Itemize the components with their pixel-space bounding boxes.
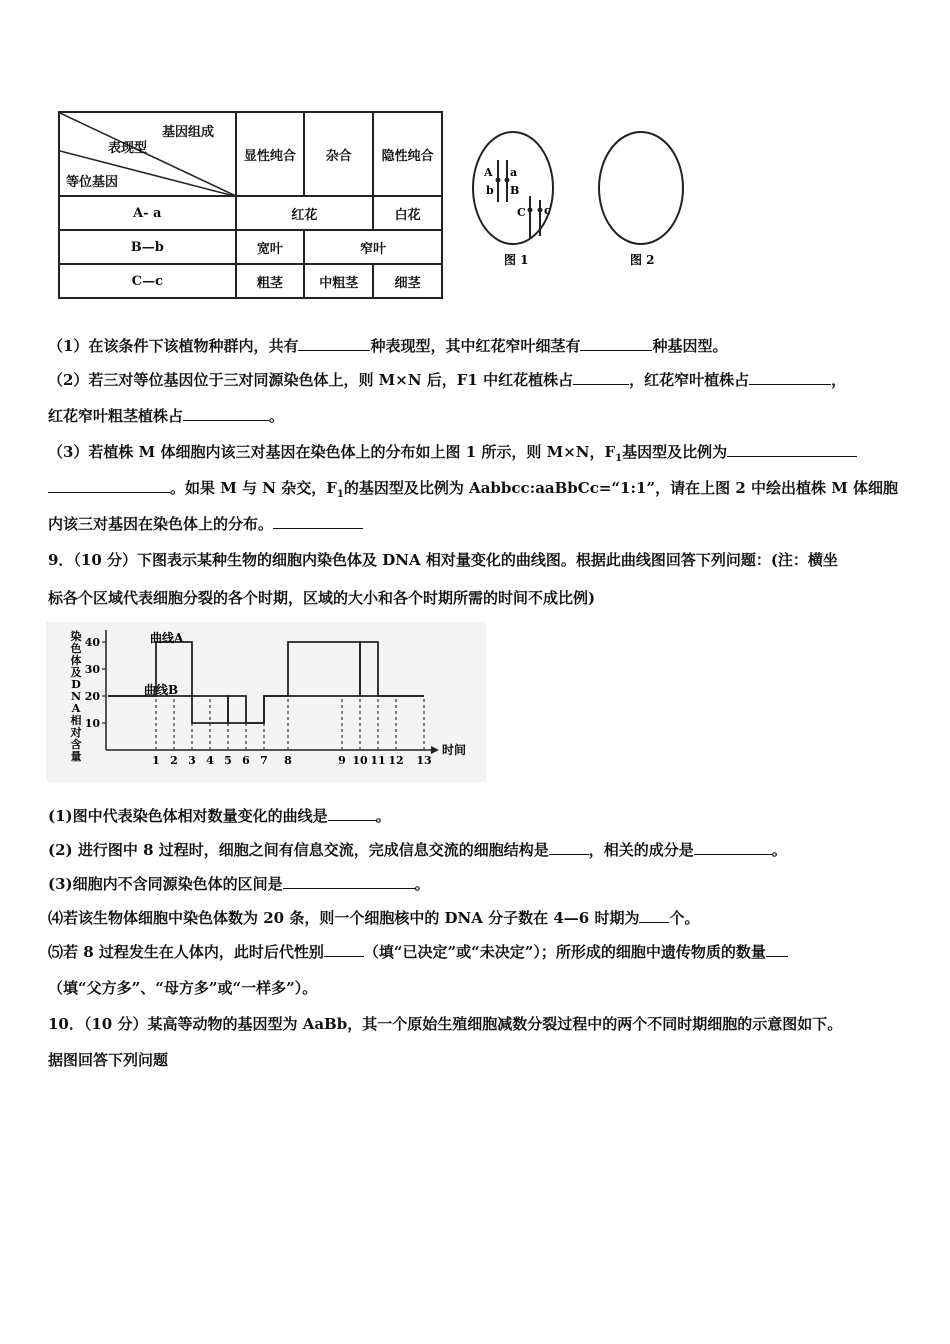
x-tick-label: 12 xyxy=(388,754,404,767)
q9-sub4 xyxy=(48,908,908,928)
text: (2) 进行图中 8 过程时，细胞之间有信息交流，完成信息交流的细胞结构是 xyxy=(48,841,549,859)
table-cell: 白花 xyxy=(373,196,442,230)
q10-line2: 据图回答下列问题 xyxy=(48,1051,169,1069)
y-axis-label xyxy=(70,629,82,763)
series-label-b: 曲线B xyxy=(144,683,179,697)
text: 个。 xyxy=(669,909,700,927)
q8-part2 xyxy=(48,370,908,390)
figure1-caption: 图 1 xyxy=(504,253,529,267)
y-label-char: N xyxy=(70,690,82,703)
table-cell: 粗茎 xyxy=(236,264,305,298)
text: 。 xyxy=(414,875,430,893)
table-row xyxy=(59,230,442,264)
figure2-caption: 图 2 xyxy=(630,253,655,267)
answer-blank[interactable] xyxy=(639,908,669,923)
table-cell: 中粗茎 xyxy=(304,264,373,298)
y-label-char: 相 xyxy=(70,714,82,727)
y-label-char: 含 xyxy=(70,738,82,751)
y-label-char: 色 xyxy=(70,642,82,655)
x-tick-label: 6 xyxy=(242,754,250,767)
answer-blank[interactable] xyxy=(328,806,376,821)
y-label-char: 染 xyxy=(70,630,82,643)
answer-blank[interactable] xyxy=(183,406,269,421)
text: （1）在该条件下该植物种群内，共有 xyxy=(48,337,299,355)
row-allele: B—b xyxy=(59,230,236,264)
genotype-table xyxy=(58,111,443,299)
col-header: 杂合 xyxy=(304,112,373,196)
table-row xyxy=(59,196,442,230)
corner-gene-composition: 基因组成 xyxy=(162,125,215,140)
x-tick-label: 10 xyxy=(352,754,368,767)
answer-blank[interactable] xyxy=(549,840,589,855)
y-label-char: 量 xyxy=(70,750,82,763)
x-tick-label: 4 xyxy=(206,754,214,767)
gene-label: B xyxy=(510,184,520,197)
row-allele: C—c xyxy=(59,264,236,298)
x-tick-label: 5 xyxy=(224,754,232,767)
subscript: 1 xyxy=(336,489,344,500)
col-header: 隐性纯合 xyxy=(373,112,442,196)
y-label-char: 及 xyxy=(70,666,82,679)
text: （2）若三对等位基因位于三对同源染色体上，则 M×N 后，F1 中红花植株占 xyxy=(48,371,574,389)
text: ，红花窄叶植株占 xyxy=(629,371,750,389)
text: 红花窄叶粗茎植株占 xyxy=(48,407,184,425)
text: 种表现型，其中红花窄叶细茎有 xyxy=(370,337,581,355)
text: ⑸若 8 过程发生在人体内，此时后代性别 xyxy=(48,943,324,961)
q8-part3-cont xyxy=(48,478,908,505)
figures-1-2 xyxy=(470,130,700,275)
q8-part1 xyxy=(48,336,908,356)
answer-blank[interactable] xyxy=(694,840,772,855)
text: 。 xyxy=(375,807,391,825)
text: 基因型及比例为 xyxy=(622,443,728,461)
y-tick-label: 40 xyxy=(84,636,100,649)
x-tick-label: 7 xyxy=(260,754,268,767)
x-tick-label: 13 xyxy=(416,754,432,767)
corner-allele: 等位基因 xyxy=(66,175,119,190)
answer-blank[interactable] xyxy=(573,370,629,385)
subscript: 1 xyxy=(615,453,623,464)
q8-part3 xyxy=(48,442,908,469)
y-label-char: 体 xyxy=(70,654,82,667)
q8-part2-cont xyxy=(48,406,908,426)
y-tick-label: 10 xyxy=(84,717,100,730)
x-tick-label: 2 xyxy=(170,754,178,767)
text: ，相关的成分是 xyxy=(588,841,694,859)
gene-label: c xyxy=(544,204,551,217)
q9-intro-line2: 标各个区域代表细胞分裂的各个时期，区域的大小和各个时期所需的时间不成比例) xyxy=(48,589,596,607)
answer-blank[interactable] xyxy=(727,442,857,457)
answer-blank[interactable] xyxy=(580,336,652,351)
text: （3）若植株 M 体细胞内该三对基因在染色体上的分布如上图 1 所示，则 M×N，F xyxy=(48,443,616,461)
q9-intro-line1: 9．（10 分）下图表示某种生物的细胞内染色体及 DNA 相对量变化的曲线图。根据此曲线图回答下列问题：(注：横坐 xyxy=(48,551,838,569)
q8-part3-end xyxy=(48,514,908,534)
table-cell: 宽叶 xyxy=(236,230,305,264)
text: 。 xyxy=(771,841,787,859)
text: 内该三对基因在染色体上的分布。 xyxy=(48,515,274,533)
x-tick-label: 11 xyxy=(370,754,386,767)
x-tick-label: 9 xyxy=(338,754,346,767)
text: ⑷若该生物体细胞中染色体数为 20 条，则一个细胞核中的 DNA 分子数在 4—6 时期为 xyxy=(48,909,640,927)
figure2-cell xyxy=(599,132,683,244)
x-tick-label: 3 xyxy=(188,754,196,767)
table-cell: 窄叶 xyxy=(304,230,442,264)
answer-blank[interactable] xyxy=(749,370,831,385)
gene-label: C xyxy=(517,206,526,219)
answer-blank[interactable] xyxy=(324,942,364,957)
answer-blank[interactable] xyxy=(273,514,363,529)
text: 。 xyxy=(269,407,285,425)
table-corner-header xyxy=(59,112,236,196)
x-tick-label: 1 xyxy=(152,754,160,767)
text: (3)细胞内不含同源染色体的区间是 xyxy=(48,875,283,893)
q9-sub2 xyxy=(48,840,908,860)
q9-chart xyxy=(46,622,486,782)
y-tick-label: 30 xyxy=(84,663,100,676)
x-axis-label: 时间 xyxy=(442,743,467,757)
table-cell: 细茎 xyxy=(373,264,442,298)
q9-sub5 xyxy=(48,942,908,962)
gene-label: b xyxy=(486,184,494,197)
table-cell: 红花 xyxy=(236,196,374,230)
q9-sub5-cont: （填“父方多”、“母方多”或“一样多”）。 xyxy=(48,979,318,997)
q10-line1: 10．（10 分）某高等动物的基因型为 AaBb，其一个原始生殖细胞减数分裂过程中的两个不同时期细胞的示意图如下。 xyxy=(48,1015,843,1033)
answer-blank[interactable] xyxy=(48,478,170,493)
gene-label: a xyxy=(510,166,518,179)
answer-blank[interactable] xyxy=(283,874,415,889)
row-allele: A- a xyxy=(59,196,236,230)
gene-label: A xyxy=(484,166,493,179)
y-label-char: 对 xyxy=(70,726,82,739)
text: 种基因型。 xyxy=(652,337,728,355)
q9-sub1 xyxy=(48,806,908,826)
corner-phenotype: 表现型 xyxy=(108,141,148,156)
x-tick-label: 8 xyxy=(284,754,292,767)
text: (1)图中代表染色体相对数量变化的曲线是 xyxy=(48,807,328,825)
text: 。如果 M 与 N 杂交，F xyxy=(170,479,337,497)
series-label-a: 曲线A xyxy=(150,631,184,645)
y-tick-label: 20 xyxy=(84,690,100,703)
text: 的基因型及比例为 Aabbcc:aaBbCc=“1:1”，请在上图 2 中绘出植株 M 体细胞 xyxy=(343,479,899,497)
q9-sub3 xyxy=(48,874,908,894)
answer-blank[interactable] xyxy=(298,336,370,351)
y-label-char: A xyxy=(71,702,81,715)
col-header: 显性纯合 xyxy=(236,112,305,196)
y-label-char: D xyxy=(71,678,81,691)
text: （填“已决定”或“未决定”）；所形成的细胞中遗传物质的数量 xyxy=(363,943,766,961)
table-row xyxy=(59,264,442,298)
answer-blank[interactable] xyxy=(766,942,788,957)
text: ， xyxy=(831,371,847,389)
